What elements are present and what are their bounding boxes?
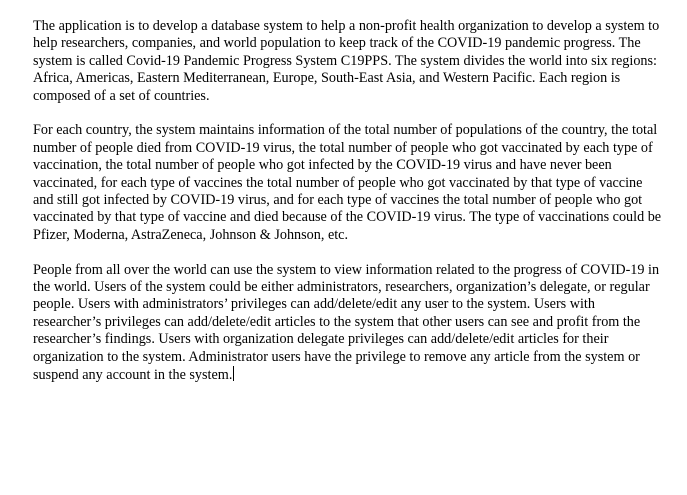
paragraph-users (33, 262, 663, 385)
paragraph-country-data: For each country, the system maintains information of the total number of populations of the country, the total number of people died from COVID-19 virus, the total number of people who got vaccinated by each type of vaccination, the total number of people who got infected by the COVID-19 virus and have never been vaccinated, for each type of vaccines the total number of people who got vaccinated by that type of vaccine and still got infected by COVID-19 virus, and for each type of vaccines the total number of people who got vaccinated by that type of vaccine and died because of the COVID-19 virus. The type of vaccinations could be Pfizer, Moderna, AstraZeneca, Johnson & Johnson, etc. (33, 122, 662, 243)
document-body[interactable] (33, 18, 663, 385)
text-cursor (233, 366, 234, 381)
paragraph-users-text: People from all over the world can use the system to view information related to the progress of COVID-19 in the world. Users of the system could be either administrators, researchers, organization’s delegate, or regular people. Users with administrators’ privileges can add/delete/edit any user to the system. Users with researcher’s privileges can add/delete/edit articles to the system that other users can see and profit from the researcher’s findings. Users with organization delegate privileges can add/delete/edit articles for their organization to the system. Administrator users have the privilege to remove any article from the system or suspend any account in the system. (33, 261, 660, 384)
paragraph-introduction: The application is to develop a database system to help a non-profit health organization to develop a system to help researchers, companies, and world population to keep track of the COVID-19 pandemic progress. The system is called Covid-19 Pandemic Progress System C19PPS. The system divides the world into six regions: Africa, Americas, Eastern Mediterranean, Europe, South-East Asia, and Western Pacific. Each region is composed of a set of countries. (33, 18, 660, 104)
